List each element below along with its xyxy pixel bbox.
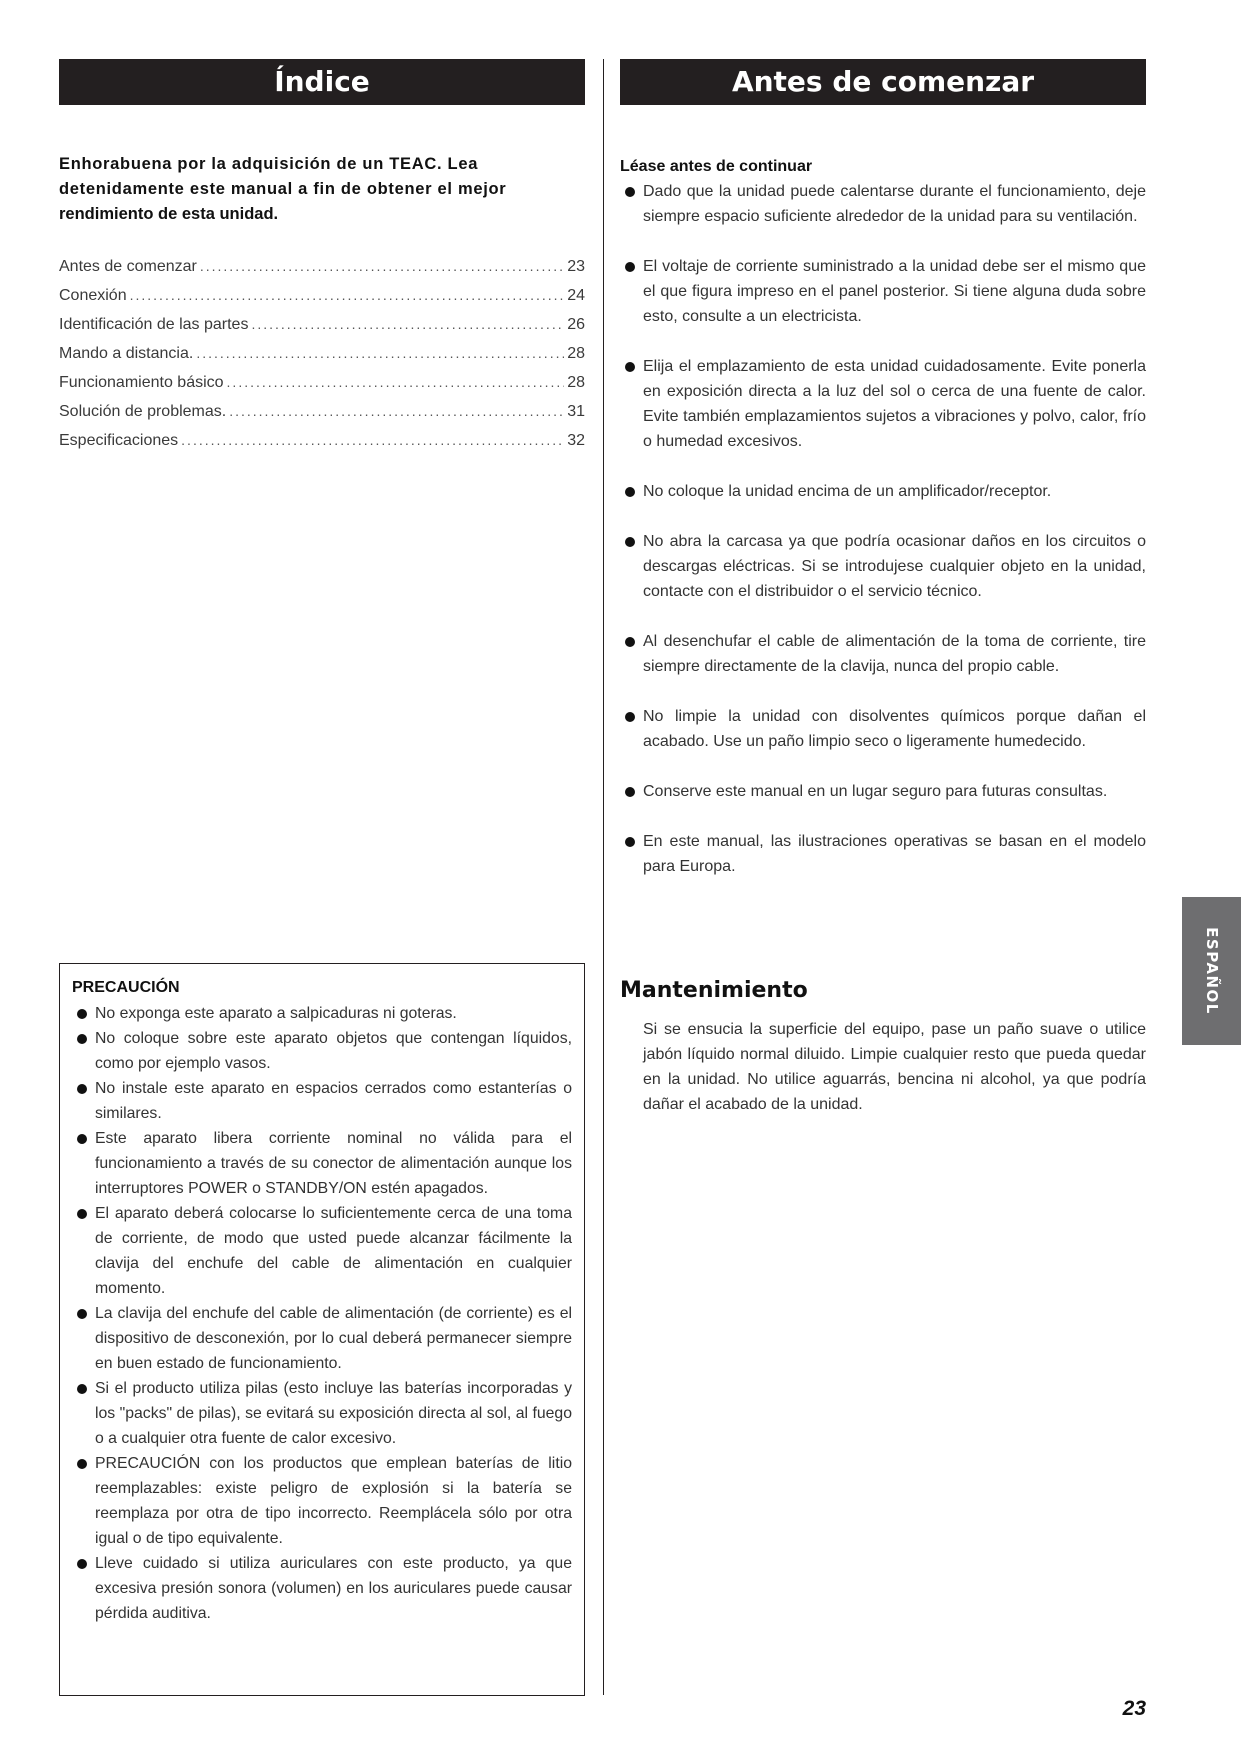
precaution-text: Al desenchufar el cable de alimentación de la toma de corriente, tire siempre directamente de la clavija, nunca del propio cable.	[643, 633, 1146, 675]
maintenance-text: Si se ensucia la superficie del equipo, pase un paño suave o utilice jabón líquido normal diluido. Limpie cualquier resto que pueda quedar en la unidad. No utilice aguarrás, bencina ni alcohol, ya que podría dañar el acabado de la unidad.	[643, 1021, 1146, 1113]
precaution-item	[620, 179, 1146, 229]
intro-line: Enhorabuena por la adquisición de un TEAC. Lea	[59, 155, 479, 173]
precaution-text: El voltaje de corriente suministrado a la unidad debe ser el mismo que el que figura impreso en el panel posterior. Si tiene alguna duda sobre esto, consulte a un electricista.	[643, 258, 1146, 325]
precaution-item	[620, 629, 1146, 679]
caution-text: PRECAUCIÓN con los productos que emplean baterías de litio reemplazables: existe peligro de explosión si la batería se reemplaza por otra de tipo incorrecto. Reemplácela sólo por otra igual o de tipo equivalente.	[95, 1455, 572, 1547]
bullet-icon	[625, 537, 635, 547]
caution-text: Lleve cuidado si utiliza auriculares con este producto, ya que excesiva presión sonora (volumen) en los auriculares puede causar pérdida auditiva.	[95, 1555, 572, 1622]
toc-item[interactable]	[59, 287, 585, 316]
caution-item	[72, 1076, 572, 1126]
read-before-heading: Léase antes de continuar	[620, 158, 813, 175]
precaution-text: Conserve este manual en un lugar seguro para futuras consultas.	[643, 783, 1108, 800]
caution-text: Este aparato libera corriente nominal no válida para el funcionamiento a través de su conector de alimentación aunque los interruptores POWER o STANDBY/ON estén apagados.	[95, 1130, 572, 1197]
bullet-icon	[625, 787, 635, 797]
caution-text: No exponga este aparato a salpicaduras ni goteras.	[95, 1005, 457, 1022]
caution-text: No coloque sobre este aparato objetos que contengan líquidos, como por ejemplo vasos.	[95, 1030, 572, 1072]
toc-leader	[196, 345, 564, 361]
precaution-text: Elija el emplazamiento de esta unidad cuidadosamente. Evite ponerla en exposición directa a la luz del sol o cerca de una fuente de calor. Evite también emplazamientos sujetos a vibraciones y polvo, calor, frío o humedad excesivos.	[643, 358, 1146, 450]
precaution-text: Dado que la unidad puede calentarse durante el funcionamiento, deje siempre espacio suficiente alrededor de la unidad para su ventilación.	[643, 183, 1146, 225]
toc-title: Mando a distancia.	[59, 345, 194, 362]
precaution-item	[620, 829, 1146, 879]
precaution-item	[620, 254, 1146, 329]
toc-leader	[227, 374, 565, 390]
toc-item[interactable]	[59, 403, 585, 432]
precaution-text: No abra la carcasa ya que podría ocasionar daños en los circuitos o descargas eléctricas. Si se introdujese cualquier objeto en la unidad, contacte con el distribuidor o el servicio técnico.	[643, 533, 1146, 600]
bullet-icon	[77, 1459, 87, 1469]
bullet-icon	[77, 1134, 87, 1144]
caution-text: No instale este aparato en espacios cerrados como estanterías o similares.	[95, 1080, 572, 1122]
toc-item[interactable]	[59, 432, 585, 461]
language-tab	[1182, 897, 1241, 1045]
precaution-text: No coloque la unidad encima de un amplificador/receptor.	[643, 483, 1052, 500]
toc-page: 23	[567, 258, 585, 275]
bullet-icon	[625, 837, 635, 847]
precaution-item	[620, 779, 1146, 804]
caution-item	[72, 1376, 572, 1451]
toc-leader	[130, 287, 565, 303]
before-start-header: Antes de comenzar	[620, 59, 1146, 105]
toc-leader	[251, 316, 564, 332]
toc-page: 24	[567, 287, 585, 304]
toc-title: Identificación de las partes	[59, 316, 249, 333]
bullet-icon	[77, 1559, 87, 1569]
index-header: Índice	[59, 59, 585, 105]
toc-page: 26	[567, 316, 585, 333]
toc-item[interactable]	[59, 316, 585, 345]
caution-text: El aparato deberá colocarse lo suficientemente cerca de una toma de corriente, de modo que usted puede alcanzar fácilmente la clavija del enchufe del cable de alimentación en cualquier momento.	[95, 1205, 572, 1297]
caution-title: PRECAUCIÓN	[72, 979, 180, 996]
precaution-text: No limpie la unidad con disolventes químicos porque dañan el acabado. Use un paño limpio seco o ligeramente humedecido.	[643, 708, 1146, 750]
precaution-item	[620, 354, 1146, 454]
caution-text: Si el producto utiliza pilas (esto incluye las baterías incorporadas y los "packs" de pilas), se evitará su exposición directa al sol, al fuego o a cualquier otra fuente de calor excesivo.	[95, 1380, 572, 1447]
precaution-item	[620, 479, 1146, 504]
toc-leader	[229, 403, 564, 419]
toc-title: Especificaciones	[59, 432, 179, 449]
caution-item	[72, 1026, 572, 1076]
caution-item	[72, 1301, 572, 1376]
bullet-icon	[77, 1084, 87, 1094]
precaution-item	[620, 529, 1146, 604]
caution-item	[72, 1201, 572, 1301]
toc-page: 31	[567, 403, 585, 420]
toc-title: Antes de comenzar	[59, 258, 197, 275]
intro-line: rendimiento de esta unidad.	[59, 205, 279, 223]
bullet-icon	[625, 262, 635, 272]
bullet-icon	[77, 1309, 87, 1319]
caution-list	[72, 1001, 572, 1626]
caution-item	[72, 1001, 572, 1026]
bullet-icon	[77, 1209, 87, 1219]
column-divider	[603, 59, 604, 1695]
precautions-list	[620, 179, 1146, 904]
bullet-icon	[625, 362, 635, 372]
toc-title: Solución de problemas.	[59, 403, 227, 420]
language-tab-label: ESPAÑOL	[1202, 927, 1221, 1015]
toc-item[interactable]	[59, 258, 585, 287]
bullet-icon	[625, 637, 635, 647]
toc-leader	[200, 258, 564, 274]
caution-item	[72, 1126, 572, 1201]
caution-text: La clavija del enchufe del cable de alimentación (de corriente) es el dispositivo de desconexión, por lo cual deberá permanecer siempre en buen estado de funcionamiento.	[95, 1305, 572, 1372]
caution-box	[59, 963, 585, 1696]
toc-title: Conexión	[59, 287, 127, 304]
caution-item	[72, 1451, 572, 1551]
toc-page: 32	[567, 432, 585, 449]
intro-line: detenidamente este manual a fin de obtener el mejor	[59, 180, 507, 198]
toc-item[interactable]	[59, 345, 585, 374]
toc-leader	[181, 432, 564, 448]
table-of-contents	[59, 258, 585, 461]
intro-paragraph	[59, 152, 585, 227]
toc-page: 28	[567, 374, 585, 391]
caution-item	[72, 1551, 572, 1626]
toc-title: Funcionamiento básico	[59, 374, 224, 391]
bullet-icon	[77, 1384, 87, 1394]
bullet-icon	[625, 712, 635, 722]
page-number: 23	[1122, 1697, 1146, 1720]
precaution-text: En este manual, las ilustraciones operativas se basan en el modelo para Europa.	[643, 833, 1146, 875]
bullet-icon	[77, 1034, 87, 1044]
bullet-icon	[77, 1009, 87, 1019]
toc-item[interactable]	[59, 374, 585, 403]
bullet-icon	[625, 487, 635, 497]
toc-page: 28	[567, 345, 585, 362]
bullet-icon	[625, 187, 635, 197]
maintenance-heading: Mantenimiento	[620, 978, 808, 1003]
precaution-item	[620, 704, 1146, 754]
